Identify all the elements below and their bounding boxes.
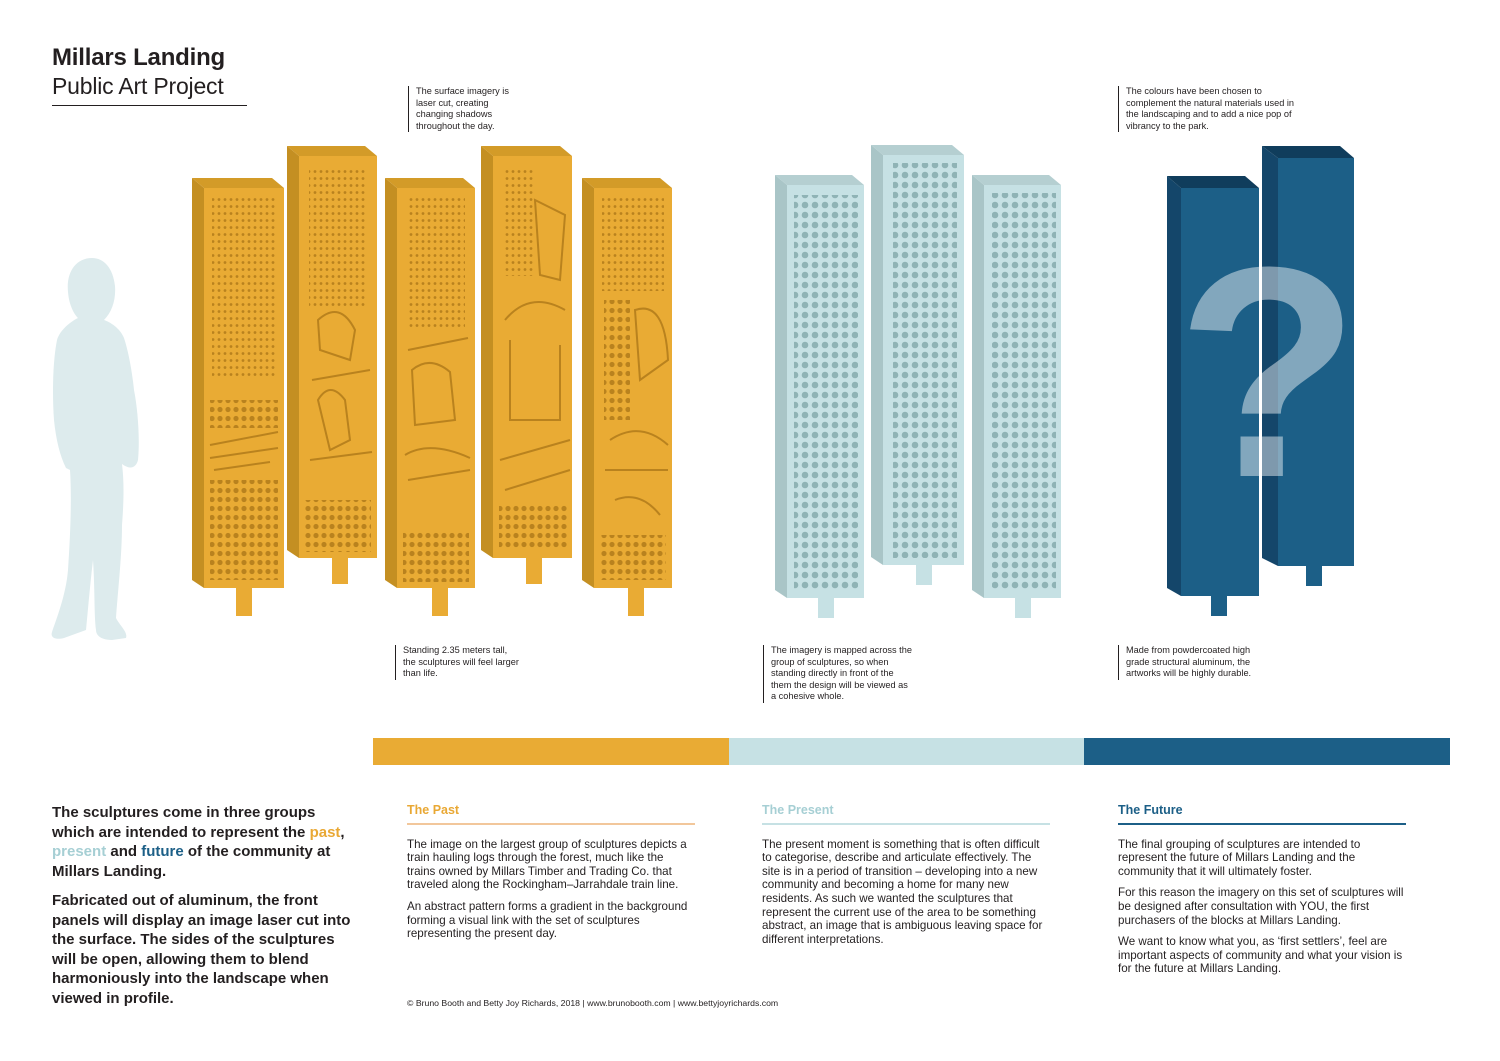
intro-paragraph-2: Fabricated out of aluminum, the front panels will display an image laser cut into the surface. The sides of the sculptures will be open, allowing them to blend harmoniously into the landscape when viewed in profile. [52, 892, 351, 1007]
present-sculpture-3 [972, 175, 1061, 618]
past-sculpture-1 [192, 178, 284, 616]
question-mark-graphic: ? [1176, 204, 1360, 540]
footer-credits: © Bruno Booth and Betty Joy Richards, 2018 | www.brunobooth.com | www.bettyjoyrichards.com [407, 998, 779, 1008]
intro-text [52, 803, 362, 1018]
past-group [192, 146, 672, 616]
note-colours: The colours have been chosen to complement the natural materials used in the landscaping and to add a nice pop of vibrancy to the park. [1118, 86, 1296, 132]
word-future: future [141, 843, 184, 860]
section-present [762, 804, 1050, 954]
section-present-paragraph-1: The present moment is something that is often difficult to categorise, describe and articulate effectively. The site is in a period of transition – developing into a new community and becoming a home for many new residents. As such we wanted the sculptures that represent the current use of the area to be something abstract, an image that is ambiguous leaving space for different interpretations. [762, 837, 1043, 946]
note-mapped: The imagery is mapped across the group of sculptures, so when standing directly in front of the them the design will be viewed as a cohesive whole. [763, 645, 913, 703]
color-bar-past [373, 738, 729, 765]
page-subtitle: Public Art Project [52, 73, 224, 99]
section-future-paragraph-2: For this reason the imagery on this set of sculptures will be designed after consultation with YOU, the first purchasers of the blocks at Millars Landing. [1118, 886, 1404, 927]
title-divider [52, 105, 247, 106]
present-group [775, 145, 1061, 618]
page-title: Millars Landing [52, 44, 226, 71]
note-height: Standing 2.35 meters tall, the sculptures will feel larger than life. [395, 645, 521, 680]
section-past-paragraph-2: An abstract pattern forms a gradient in the background forming a visual link with the set of sculptures representing the present day. [407, 899, 688, 941]
word-past: past [309, 823, 341, 841]
color-bar-present [729, 738, 1084, 765]
section-future [1118, 804, 1406, 984]
note-material: Made from powdercoated high grade structural aluminum, the artworks will be highly durable. [1118, 645, 1271, 680]
intro-paragraph-1: The sculptures come in three groups which are intended to represent the past, present and future of the community at Millars Landing. [52, 804, 345, 880]
word-present: present [52, 843, 107, 860]
section-past-heading: The Past [407, 803, 460, 817]
past-sculpture-4 [481, 146, 572, 584]
past-sculpture-5 [582, 178, 672, 616]
past-sculpture-2 [287, 146, 377, 584]
color-bar-future [1084, 738, 1450, 765]
section-future-heading: The Future [1118, 803, 1183, 817]
present-sculpture-1 [775, 175, 864, 618]
section-present-rule [762, 823, 1050, 825]
section-present-heading: The Present [762, 803, 834, 817]
note-laser-cut: The surface imagery is laser cut, creating changing shadows throughout the day. [408, 86, 526, 132]
person-silhouette [52, 258, 139, 640]
section-past-paragraph-1: The image on the largest group of sculptures depicts a train hauling logs through the forest, much like the trains owned by Millars Timber and Trading Co. that traveled along the Rockingham–Jarrahdale train line. [407, 837, 687, 892]
section-future-paragraph-3: We want to know what you, as ‘first settlers’, feel are important aspects of community and what your vision is for the future at Millars Landing. [1118, 935, 1403, 976]
past-sculpture-3 [385, 178, 475, 616]
future-group [1167, 146, 1360, 616]
present-sculpture-2 [871, 145, 964, 585]
section-future-paragraph-1: The final grouping of sculptures are intended to represent the future of Millars Landing and the community that it will ultimately foster. [1118, 837, 1361, 878]
section-past-rule [407, 823, 695, 825]
section-future-rule [1118, 823, 1406, 825]
section-past [407, 804, 695, 949]
